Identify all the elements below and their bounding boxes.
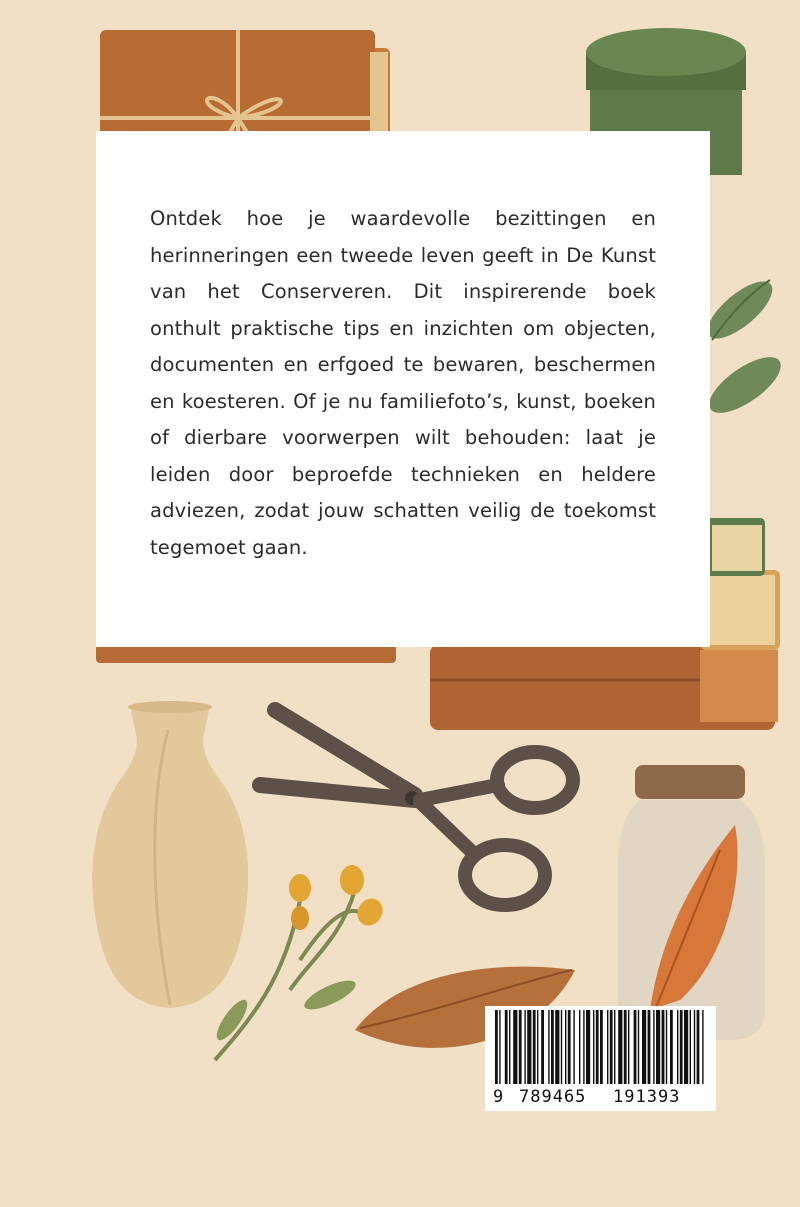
barcode-digit-first: 9	[493, 1087, 504, 1107]
barcode-bar	[573, 1010, 574, 1084]
barcode-bar	[586, 1010, 590, 1084]
barcode-bar	[648, 1010, 651, 1084]
barcode-bar	[618, 1010, 622, 1084]
barcode-digits-right: 191393	[613, 1087, 681, 1107]
barcode-bar	[551, 1010, 554, 1084]
barcode-bar	[555, 1010, 559, 1084]
barcode-bar	[684, 1010, 688, 1084]
barcode-bar	[624, 1010, 627, 1084]
barcode-bar	[561, 1010, 562, 1084]
vase	[92, 701, 248, 1008]
barcode-bar	[524, 1010, 525, 1084]
barcode-bar	[677, 1010, 678, 1084]
barcode-digits	[485, 1085, 716, 1109]
barcode-bar	[638, 1010, 639, 1084]
barcode-bar	[513, 1010, 517, 1084]
barcode-bar	[697, 1010, 700, 1084]
barcode-bar	[583, 1010, 584, 1084]
barcode-bar	[509, 1010, 510, 1084]
barcode-bar	[662, 1010, 665, 1084]
barcode-bar	[495, 1010, 498, 1084]
barcode-bar	[670, 1010, 673, 1084]
blurb-card	[96, 131, 710, 647]
barcode	[485, 1006, 716, 1111]
barcode-bar	[614, 1010, 615, 1084]
barcode-bar	[533, 1010, 536, 1084]
barcode-bar	[579, 1010, 580, 1084]
jar-with-feather	[618, 765, 765, 1040]
barcode-bar	[653, 1010, 654, 1084]
barcode-digits-left: 789465	[519, 1087, 587, 1107]
barcode-bar	[548, 1010, 549, 1084]
blurb-text: Ontdek hoe je waardevolle bezittingen en herinneringen een tweede leven geeft in De Kunst van het Conserveren. Dit inspirerende boek onthult praktische tips en inzichten om objecten, documenten en erfgoed te bewaren, beschermen en koesteren. Of je nu familiefoto’s, kunst, boeken of dierbare voorwerpen wilt behouden: laat je leiden door beproefde technieken en heldere adviezen, zodat jouw schatten veilig de toekomst tegemoet gaan.	[150, 207, 656, 559]
barcode-bar	[634, 1010, 637, 1084]
barcode-bar	[541, 1010, 544, 1084]
barcode-bar	[600, 1010, 603, 1084]
barcode-bar	[656, 1010, 660, 1084]
barcode-bars	[493, 1010, 708, 1084]
barcode-bar	[527, 1010, 531, 1084]
barcode-bar	[505, 1010, 508, 1084]
barcode-bar	[628, 1010, 629, 1084]
barcode-bar	[694, 1010, 695, 1084]
barcode-bar	[565, 1010, 566, 1084]
scissors	[260, 710, 573, 905]
barcode-bar	[568, 1010, 571, 1084]
barcode-bar	[596, 1010, 599, 1084]
barcode-bar	[519, 1010, 522, 1084]
leaves	[699, 272, 789, 423]
barcode-bar	[537, 1010, 538, 1084]
barcode-bar	[610, 1010, 613, 1084]
barcode-bar	[642, 1010, 646, 1084]
barcode-bar	[607, 1010, 608, 1084]
barcode-bar	[593, 1010, 594, 1084]
barcode-bar	[680, 1010, 683, 1084]
barcode-bar	[499, 1010, 500, 1084]
barcode-bar	[702, 1010, 703, 1084]
barcode-bar	[690, 1010, 691, 1084]
barcode-bar	[666, 1010, 667, 1084]
